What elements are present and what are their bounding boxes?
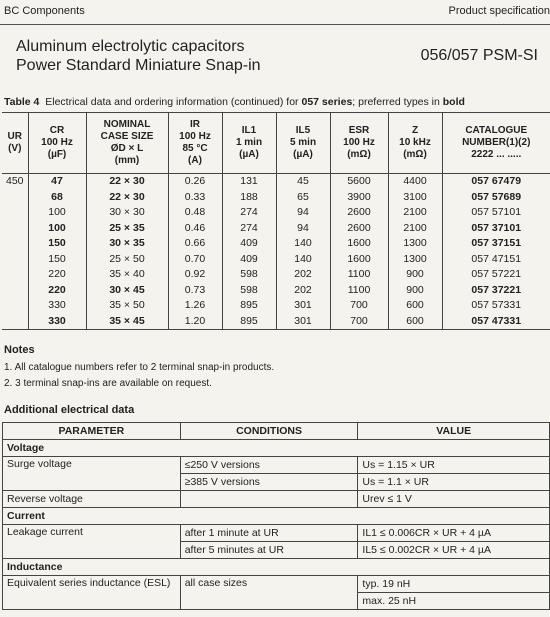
cell-cat: 057 37221 — [442, 283, 550, 299]
cell-esr: 5600 — [330, 174, 388, 190]
table-header-row — [2, 113, 550, 174]
col-value: VALUE — [358, 423, 550, 440]
cell-cr: 220 — [28, 283, 86, 299]
additional-heading: Additional electrical data — [4, 404, 135, 416]
cell-il1: 409 — [222, 236, 276, 252]
cell-z: 900 — [388, 267, 442, 283]
cell-case: 30 × 30 — [86, 205, 168, 221]
cell-il1: 131 — [222, 174, 276, 190]
cell-esr: 700 — [330, 314, 388, 330]
cell-case: 25 × 50 — [86, 252, 168, 268]
cell-cat: 057 37151 — [442, 236, 550, 252]
cell-il1: 895 — [222, 314, 276, 330]
table-row — [2, 267, 550, 283]
cell-ir: 1.20 — [168, 314, 222, 330]
cell-il1: 598 — [222, 283, 276, 299]
value-surge-2: Us = 1.1 × UR — [358, 474, 550, 491]
cell-ir: 0.26 — [168, 174, 222, 190]
cell-il5: 94 — [276, 205, 330, 221]
value-surge-1: Us = 1.15 × UR — [358, 457, 550, 474]
cell-il5: 202 — [276, 267, 330, 283]
cell-esr: 1600 — [330, 236, 388, 252]
cell-cat: 057 47151 — [442, 252, 550, 268]
cond-leakage-2: after 5 minutes at UR — [180, 542, 358, 559]
col-esr: ESR 100 Hz (mΩ) — [330, 113, 388, 174]
table-caption — [4, 96, 465, 108]
cell-cr: 68 — [28, 190, 86, 206]
cell-z: 1300 — [388, 236, 442, 252]
cell-z: 2100 — [388, 221, 442, 237]
col-cr: CR 100 Hz (µF) — [28, 113, 86, 174]
cell-cat: 057 37101 — [442, 221, 550, 237]
cond-esl: all case sizes — [180, 576, 358, 610]
cell-z: 4400 — [388, 174, 442, 190]
param-leakage: Leakage current — [3, 525, 181, 559]
title-line-2: Power Standard Miniature Snap-in — [16, 57, 261, 74]
cell-esr: 3900 — [330, 190, 388, 206]
cell-z: 1300 — [388, 252, 442, 268]
note-1: 1. All catalogue numbers refer to 2 terminal snap-in products. — [4, 362, 275, 373]
value-esl-max: max. 25 nH — [358, 593, 550, 610]
doc-type: Product specification — [448, 5, 550, 17]
notes-heading: Notes — [4, 344, 35, 356]
table-row — [2, 174, 550, 190]
caption-prefix: Table 4 — [4, 96, 40, 108]
cond-surge-1: ≤250 V versions — [180, 457, 358, 474]
company-name: BC Components — [4, 5, 85, 17]
table-row — [2, 283, 550, 299]
cell-il1: 598 — [222, 267, 276, 283]
cell-cr: 47 — [28, 174, 86, 190]
cell-case: 35 × 45 — [86, 314, 168, 330]
cell-ir: 0.66 — [168, 236, 222, 252]
cell-il5: 140 — [276, 252, 330, 268]
value-esl-typ: typ. 19 nH — [358, 576, 550, 593]
table-row — [2, 190, 550, 206]
cell-esr: 1100 — [330, 283, 388, 299]
cell-esr: 2600 — [330, 205, 388, 221]
cell-cr: 330 — [28, 298, 86, 314]
param-esl: Equivalent series inductance (ESL) — [3, 576, 181, 610]
cell-case: 25 × 35 — [86, 221, 168, 237]
section-voltage: Voltage — [3, 440, 550, 457]
section-current: Current — [3, 508, 550, 525]
cell-ir: 1.26 — [168, 298, 222, 314]
col-ir: IR 100 Hz 85 °C (A) — [168, 113, 222, 174]
table-row — [2, 236, 550, 252]
cell-cr: 330 — [28, 314, 86, 330]
params-header-row — [3, 423, 550, 440]
cell-z: 600 — [388, 298, 442, 314]
cell-ir: 0.92 — [168, 267, 222, 283]
cell-il1: 188 — [222, 190, 276, 206]
cell-cat: 057 57331 — [442, 298, 550, 314]
value-leakage-2: IL5 ≤ 0.002CR × UR + 4 µA — [358, 542, 550, 559]
cell-case: 30 × 35 — [86, 236, 168, 252]
param-surge: Surge voltage — [3, 457, 181, 491]
header-rule — [0, 24, 550, 25]
page-title — [16, 37, 261, 75]
cell-il1: 895 — [222, 298, 276, 314]
cell-case: 30 × 45 — [86, 283, 168, 299]
cell-il1: 409 — [222, 252, 276, 268]
electrical-data-table — [2, 112, 550, 330]
cell-cr: 220 — [28, 267, 86, 283]
cell-il5: 140 — [276, 236, 330, 252]
cell-il5: 301 — [276, 298, 330, 314]
col-case-size: NOMINAL CASE SIZE ØD × L (mm) — [86, 113, 168, 174]
cell-il5: 45 — [276, 174, 330, 190]
table-row — [2, 221, 550, 237]
cell-esr: 1100 — [330, 267, 388, 283]
value-leakage-1: IL1 ≤ 0.006CR × UR + 4 µA — [358, 525, 550, 542]
cell-cr: 150 — [28, 236, 86, 252]
cell-il1: 274 — [222, 221, 276, 237]
section-inductance: Inductance — [3, 559, 550, 576]
cell-cr: 150 — [28, 252, 86, 268]
value-reverse: Urev ≤ 1 V — [358, 491, 550, 508]
cell-esr: 700 — [330, 298, 388, 314]
cell-il5: 202 — [276, 283, 330, 299]
cell-case: 22 × 30 — [86, 174, 168, 190]
cell-cat: 057 57101 — [442, 205, 550, 221]
col-catalogue: CATALOGUE NUMBER(1)(2) 2222 ... ..... — [442, 113, 550, 174]
cell-esr: 1600 — [330, 252, 388, 268]
cell-il5: 301 — [276, 314, 330, 330]
note-2: 2. 3 terminal snap-ins are available on request. — [4, 378, 212, 389]
param-reverse: Reverse voltage — [3, 491, 181, 508]
cell-cr: 100 — [28, 205, 86, 221]
cell-z: 2100 — [388, 205, 442, 221]
caption-mid: ; preferred types in — [352, 96, 443, 108]
col-z: Z 10 kHz (mΩ) — [388, 113, 442, 174]
cell-il5: 94 — [276, 221, 330, 237]
cell-ir: 0.70 — [168, 252, 222, 268]
col-il1: IL1 1 min (µA) — [222, 113, 276, 174]
cell-z: 600 — [388, 314, 442, 330]
caption-text: Electrical data and ordering information (continued) for — [45, 96, 302, 108]
cell-esr: 2600 — [330, 221, 388, 237]
col-il5: IL5 5 min (µA) — [276, 113, 330, 174]
cond-reverse — [180, 491, 358, 508]
series-code: 056/057 PSM-SI — [420, 47, 538, 64]
cond-surge-2: ≥385 V versions — [180, 474, 358, 491]
cell-ir: 0.48 — [168, 205, 222, 221]
table-row — [2, 252, 550, 268]
caption-bold: bold — [442, 96, 465, 108]
cell-il1: 274 — [222, 205, 276, 221]
additional-data-table — [2, 422, 550, 610]
cell-cat: 057 57689 — [442, 190, 550, 206]
cell-cat: 057 47331 — [442, 314, 550, 330]
cell-case: 22 × 30 — [86, 190, 168, 206]
table-row — [2, 205, 550, 221]
cell-il5: 65 — [276, 190, 330, 206]
cond-leakage-1: after 1 minute at UR — [180, 525, 358, 542]
cell-cr: 100 — [28, 221, 86, 237]
col-conditions: CONDITIONS — [180, 423, 358, 440]
cell-z: 3100 — [388, 190, 442, 206]
cell-z: 900 — [388, 283, 442, 299]
page-header — [0, 0, 550, 24]
cell-voltage: 450 — [2, 174, 28, 330]
cell-ir: 0.46 — [168, 221, 222, 237]
col-parameter: PARAMETER — [3, 423, 181, 440]
table-row — [2, 314, 550, 330]
caption-series: 057 series — [301, 96, 353, 108]
cell-ir: 0.73 — [168, 283, 222, 299]
cell-cat: 057 57221 — [442, 267, 550, 283]
col-ur: UR (V) — [2, 113, 28, 174]
table-row — [2, 298, 550, 314]
cell-case: 35 × 50 — [86, 298, 168, 314]
cell-case: 35 × 40 — [86, 267, 168, 283]
cell-ir: 0.33 — [168, 190, 222, 206]
cell-cat: 057 67479 — [442, 174, 550, 190]
title-line-1: Aluminum electrolytic capacitors — [16, 38, 245, 55]
